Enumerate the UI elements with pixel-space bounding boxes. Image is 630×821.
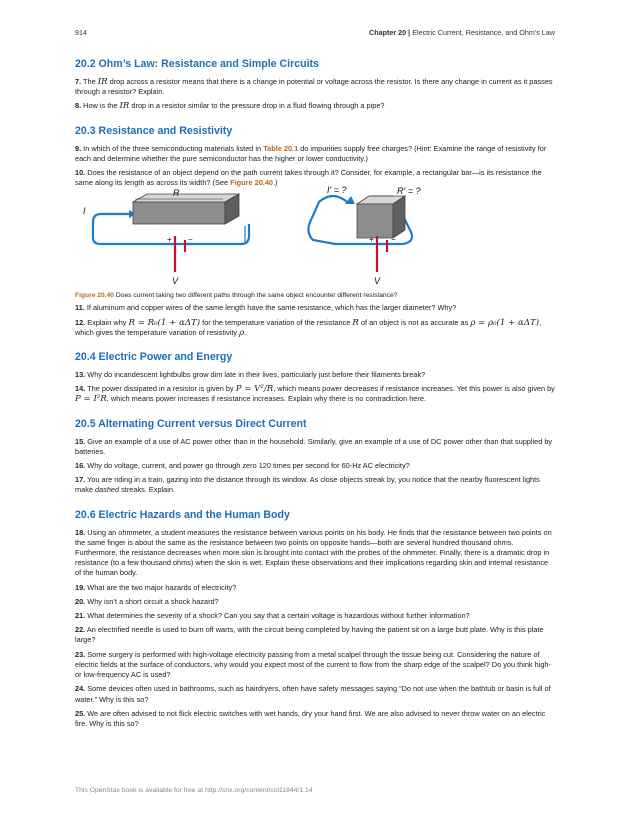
left-label-plus: + — [167, 235, 172, 245]
question-number: 16. — [75, 461, 86, 471]
question-number: 10. — [75, 168, 86, 178]
question-number: 21. — [75, 611, 86, 621]
math-ir: IR — [119, 101, 130, 112]
question-text: , which means power increases if resistance increases. Explain why there is no contradiction here. — [106, 394, 426, 404]
right-label-v: V — [374, 276, 381, 287]
chapter-title — [369, 28, 555, 37]
figure-20-40-link[interactable]: Figure 20.40 — [230, 178, 273, 188]
left-circuit — [83, 188, 249, 286]
table-20-1-link[interactable]: Table 20.1 — [263, 143, 299, 153]
question-number: 8. — [75, 101, 82, 111]
page-number: 914 — [75, 28, 87, 37]
question-number: 22. — [75, 625, 86, 635]
section-heading-20-2: 20.2 Ohm’s Law: Resistance and Simple Circuits — [75, 58, 319, 70]
question-text: We are often advised to not flick electric switches with wet hands, dry your hand first. We are also advised to never throw water on an electric fire. Why is this so? — [75, 708, 546, 728]
question-text: Using an ohmmeter, a student measures the resistance between various points on his body. He finds that the resistance between two points on the same finger is about the same as the resistance between two points on opposite hands—both are several hundred thousand ohms. Furthermore, the resistance decreases when more skin is brought into contact with the probes of the ohmmeter. Finally, there is a dramatic drop in resistance (to a few thousand ohms) when the skin is wet. Explain these observations and their implications regarding skin and internal resistance of the human body. — [75, 527, 552, 578]
section-heading-20-5: 20.5 Alternating Current versus Direct Current — [75, 417, 307, 430]
page-footer: This OpenStax book is available for free at http://cnx.org/content/col11844/1.14 — [75, 787, 313, 794]
question-text: Why do voltage, current, and power go through zero 120 times per second for 60-Hz AC electricity? — [85, 461, 410, 471]
question-text: . — [244, 327, 247, 337]
left-label-r: R — [173, 188, 180, 199]
right-bar-front — [357, 204, 393, 238]
math-rho: ρ — [239, 327, 245, 338]
question-text: What are the two major hazards of electricity? — [85, 582, 237, 592]
figure-label: Figure 20.40 — [75, 292, 115, 300]
question-text: Explain why — [85, 317, 129, 327]
question-25 — [75, 709, 555, 729]
question-number: 25. — [75, 708, 86, 718]
question-text: Some devices often used in bathrooms, such as hairdryers, often have safety messages saying “Do not use when the bathtub or basin is full of water.” Why is this so? — [75, 684, 551, 704]
question-number: 11. — [75, 303, 85, 313]
question-15 — [75, 437, 555, 457]
question-text: streaks. Explain. — [119, 485, 176, 495]
question-9 — [75, 144, 555, 164]
question-16 — [75, 461, 555, 471]
section-heading-20-6: 20.6 Electric Hazards and the Human Body — [75, 508, 290, 521]
question-20 — [75, 597, 555, 607]
math-power-current: P = I²R — [75, 394, 107, 405]
left-bar-front — [133, 202, 225, 224]
question-text: for the temperature variation of the resistance — [200, 317, 353, 327]
question-number: 7. — [75, 77, 82, 86]
question-number: 14. — [75, 384, 86, 394]
question-number: 18. — [75, 527, 86, 537]
question-12 — [75, 318, 555, 338]
question-text: The power dissipated in a resistor is given by — [85, 384, 236, 394]
question-text: Why do incandescent lightbulbs grow dim late in their lives, particularly just before their filaments break? — [85, 370, 426, 380]
question-number: 17. — [75, 475, 86, 485]
question-19 — [75, 583, 555, 593]
question-23 — [75, 650, 555, 681]
question-number: 23. — [75, 649, 86, 659]
page-header — [75, 28, 555, 40]
chapter-separator: | — [406, 28, 413, 37]
question-text: drop across a resistor means that there is a change in potential or voltage across the resistor. Is there any change in current as it passes through a resistor? Explain. — [75, 77, 553, 97]
question-text: .) — [272, 178, 278, 188]
question-18 — [75, 528, 555, 579]
question-text: Some surgery is performed with high-voltage electricity passing from a metal scalpel through the tissue being cut. Considering the nature of electric fields at the surface of conductors, why would you expect most of the current to flow from the sharp edge of the scalpel? Do you think high- or low-frequency AC is used? — [75, 649, 551, 680]
question-24 — [75, 684, 555, 704]
figure-caption — [75, 291, 555, 300]
right-label-plus: + — [369, 235, 374, 245]
question-13 — [75, 370, 555, 380]
question-22 — [75, 625, 555, 645]
page-content — [75, 58, 555, 733]
question-text: of an object is not as accurate as — [358, 317, 471, 327]
right-current-arrow — [345, 196, 355, 204]
question-number: 13. — [75, 370, 86, 380]
question-text: You are riding in a train, gazing into the distance through its window. As close objects streak by, you notice that the nearby fluorescent lights make — [75, 475, 540, 495]
question-14 — [75, 384, 555, 404]
right-circuit — [308, 185, 420, 286]
math-resistivity-temperature: ρ = ρ₀(1 + αΔT) — [470, 317, 540, 328]
math-r: R — [352, 317, 359, 328]
chapter-name: Electric Current, Resistance, and Ohm's Law — [412, 28, 555, 37]
question-number: 15. — [75, 436, 86, 446]
math-power-voltage: P = V²/R — [235, 384, 274, 395]
chapter-number: Chapter 20 — [369, 28, 407, 37]
question-8 — [75, 101, 555, 111]
question-number: 9. — [75, 143, 82, 153]
question-11 — [75, 303, 555, 313]
question-text: , which gives the temperature variation of resistivity — [75, 317, 542, 337]
math-resistance-temperature: R = R₀(1 + αΔT) — [128, 317, 201, 328]
section-heading-20-4: 20.4 Electric Power and Energy — [75, 351, 233, 364]
left-label-v: V — [172, 276, 179, 287]
question-text: In which of the three semiconducting materials listed in — [81, 143, 264, 153]
question-text: An electrified needle is used to burn off warts, with the circuit being completed by having the patient sit on a large butt plate. Why is this plate large? — [75, 625, 544, 645]
question-10 — [75, 168, 555, 188]
question-text: If aluminum and copper wires of the same length have the same resistance, which has the larger diameter? Why? — [84, 303, 457, 313]
question-text: , which means power decreases if resistance increases. Yet this power is also given by — [273, 384, 555, 394]
question-text: The — [81, 77, 98, 86]
math-ir: IR — [97, 77, 108, 87]
right-label-r: R′ = ? — [397, 186, 421, 197]
section-heading-20-3: 20.3 Resistance and Resistivity — [75, 124, 233, 137]
left-label-minus: − — [188, 235, 193, 245]
question-text: Give an example of a use of AC power other than in the household. Similarly, give an example of a use of DC power other than that supplied by batteries. — [75, 436, 553, 456]
question-number: 19. — [75, 582, 86, 592]
figure-20-40 — [75, 185, 555, 288]
question-text: Does the resistance of an object depend on the path current takes through it? Consider, for example, a rectangular bar—is its resistance the same along its length as across its width? (See — [75, 168, 542, 188]
left-label-i: I — [83, 206, 86, 217]
caption-text: Does current taking two different paths through the same object encounter different resistance? — [114, 292, 398, 300]
question-number: 12. — [75, 317, 86, 327]
question-17 — [75, 475, 555, 495]
emphasis-dashed: dashed — [95, 485, 120, 495]
question-text: do impurities supply free charges? (Hint: Examine the range of resistivity for each and determine whether the pure semiconductor has the higher or lower conductivity.) — [75, 143, 547, 163]
question-number: 20. — [75, 596, 86, 606]
question-text: What determines the severity of a shock? Can you say that a certain voltage is hazardous without further information? — [85, 611, 470, 621]
right-label-minus: − — [391, 235, 396, 245]
question-text: drop in a resistor similar to the pressure drop in a fluid flowing through a pipe? — [129, 101, 385, 111]
left-bar-top — [133, 194, 239, 202]
question-number: 24. — [75, 684, 86, 694]
question-text: How is the — [81, 101, 120, 111]
question-7 — [75, 77, 555, 97]
right-label-i: I′ = ? — [327, 185, 347, 196]
question-text: Why isn’t a short circuit a shock hazard? — [85, 596, 219, 606]
question-21 — [75, 611, 555, 621]
resistor-bar-diagram — [75, 185, 555, 288]
